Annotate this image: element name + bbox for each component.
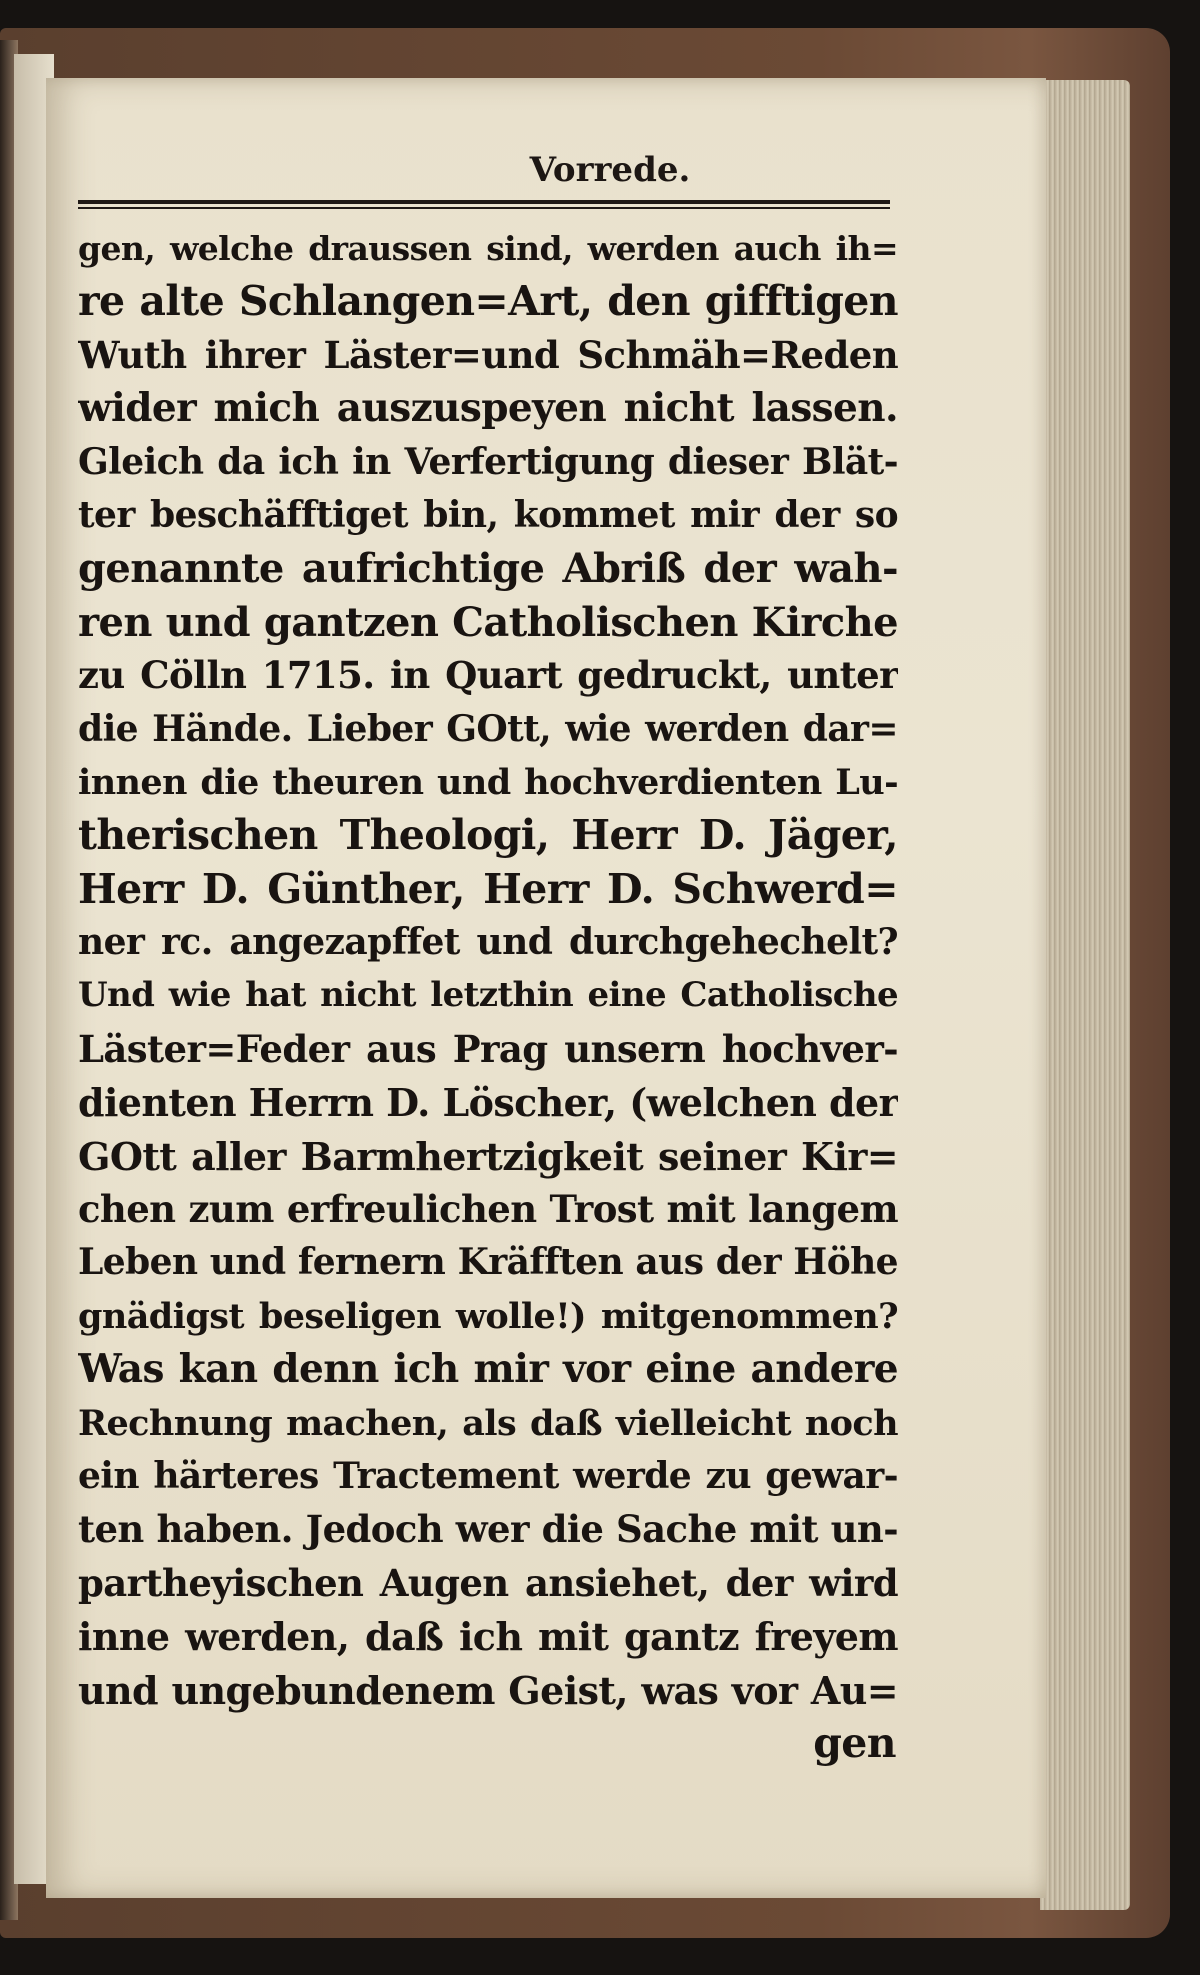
text-line: re alte Schlangen=Art, den gifftigen bbox=[78, 277, 898, 326]
text-line: gnädigst beseligen wolle!) mitgenommen? bbox=[78, 1295, 898, 1337]
text-line: GOtt aller Barmhertzigkeit seiner Kir= bbox=[78, 1133, 898, 1179]
text-line: genannte aufrichtige Abriß der wah- bbox=[78, 545, 898, 593]
text-line: die Hände. Lieber GOtt, wie werden dar= bbox=[78, 707, 898, 750]
body-text bbox=[78, 222, 898, 1770]
page-edges bbox=[1040, 80, 1130, 1910]
text-line: und ungebundenem Geist, was vor Au= bbox=[78, 1667, 898, 1713]
text-line: ner rc. angezapffet und durchgehechelt? bbox=[78, 921, 898, 964]
text-line: Wuth ihrer Läster=und Schmäh=Reden bbox=[78, 332, 898, 377]
text-line: ein härteres Tractement werde zu gewar- bbox=[78, 1454, 898, 1497]
text-line: Rechnung machen, als daß vielleicht noch bbox=[78, 1402, 898, 1444]
text-line: ter beschäfftiget bin, kommet mir der so bbox=[78, 493, 898, 536]
text-line: Was kan denn ich mir vor eine andere bbox=[78, 1346, 898, 1393]
header-rule-thin bbox=[78, 207, 890, 209]
text-line: zu Cölln 1715. in Quart gedruckt, unter bbox=[78, 653, 898, 698]
text-line: ren und gantzen Catholischen Kirche bbox=[78, 598, 898, 646]
text-line: chen zum erfreulichen Trost mit langem bbox=[78, 1187, 898, 1232]
text-line: partheyischen Augen ansiehet, der wird bbox=[78, 1560, 898, 1605]
running-title: Vorrede. bbox=[529, 150, 691, 190]
text-line: inne werden, daß ich mit gantz freyem bbox=[78, 1614, 898, 1660]
text-line: Und wie hat nicht letzthin eine Catholische bbox=[78, 975, 898, 1016]
text-line: gen bbox=[813, 1718, 896, 1767]
text-line: dienten Herrn D. Löscher, (welchen der bbox=[78, 1080, 898, 1126]
text-line: innen die theuren und hochverdienten Lu- bbox=[78, 761, 898, 803]
text-line: Leben und fernern Kräfften aus der Höhe bbox=[78, 1241, 898, 1284]
text-line: therischen Theologi, Herr D. Jäger, bbox=[78, 811, 898, 860]
text-line: Gleich da ich in Verfertigung dieser Blät- bbox=[78, 440, 898, 483]
header-rule bbox=[78, 200, 890, 204]
text-line: gen, welche draussen sind, werden auch ih= bbox=[78, 229, 898, 268]
text-line: Herr D. Günther, Herr D. Schwerd= bbox=[78, 864, 898, 913]
text-line: Läster=Feder aus Prag unsern hochver- bbox=[78, 1026, 898, 1071]
text-line: wider mich auszuspeyen nicht lassen. bbox=[78, 385, 898, 432]
text-line: ten haben. Jedoch wer die Sache mit un- bbox=[78, 1507, 898, 1552]
